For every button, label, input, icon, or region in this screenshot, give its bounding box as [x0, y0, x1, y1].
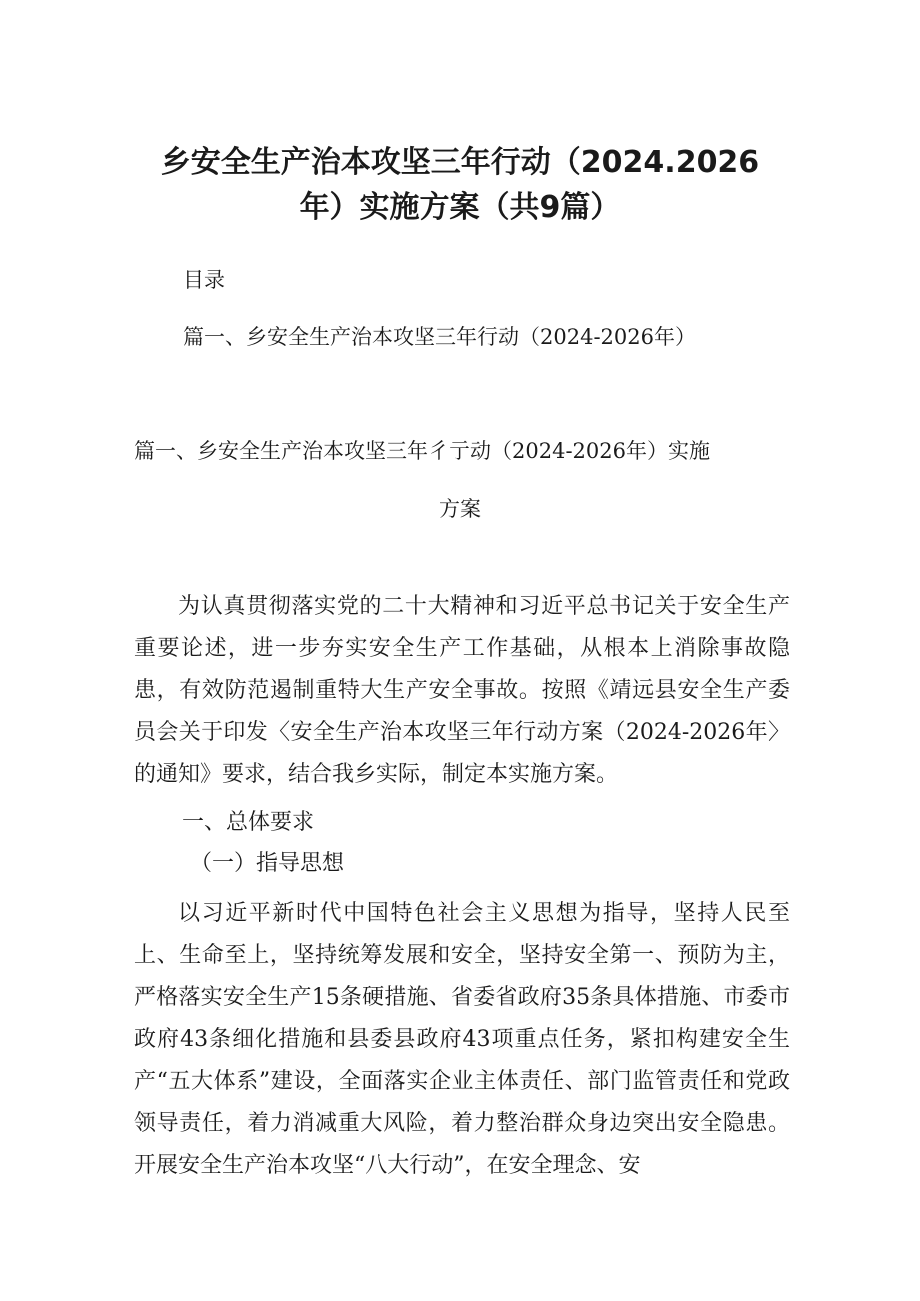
section-heading-line-1: 篇一、乡安全生产治本攻坚三年彳亍动（2024-2026年）实施 [134, 439, 710, 463]
heading-guiding-ideology: （一）指导思想 [190, 851, 345, 876]
section-heading-line-2: 方案 [439, 497, 481, 521]
toc-item: 篇一、乡安全生产治本攻坚三年行动（2024-2026年） [183, 325, 696, 349]
toc-label: 目录 [183, 268, 225, 292]
document-title-line-2: 年）实施方案（共9篇） [299, 190, 621, 225]
body-paragraph-intro: 为认真贯彻落实党的二十大精神和习近平总书记关于安全生产重要论述，进一步夯实安全生产工作基础，从根本上消除事故隐患，有效防范遏制重特大生产安全事故。按照《靖远县安全生产委员会关于印发〈安全生产治本攻坚三年行动方案（2024-2026年〉的通知》要求，结合我乡实际，制定本实施方案。 [134, 594, 790, 787]
heading-general-requirements: 一、总体要求 [182, 810, 315, 835]
document-title-line-1: 乡安全生产治本攻坚三年行动（2024.2026 [160, 145, 760, 180]
body-paragraph-guiding-ideology: 以习近平新时代中国特色社会主义思想为指导，坚持人民至上、生命至上，坚持统筹发展和安全，坚持安全第一、预防为主，严格落实安全生产15条硬措施、省委省政府35条具体措施、市委市政府43条细化措施和县委县政府43项重点任务，紧扣构建安全生产“五大体系”建设，全面落实企业主体责任、部门监管责任和党政领导责任，着力消减重大风险，着力整治群众身边突出安全隐患。开展安全生产治本攻坚“八大行动”，在安全理念、安 [134, 901, 790, 1178]
